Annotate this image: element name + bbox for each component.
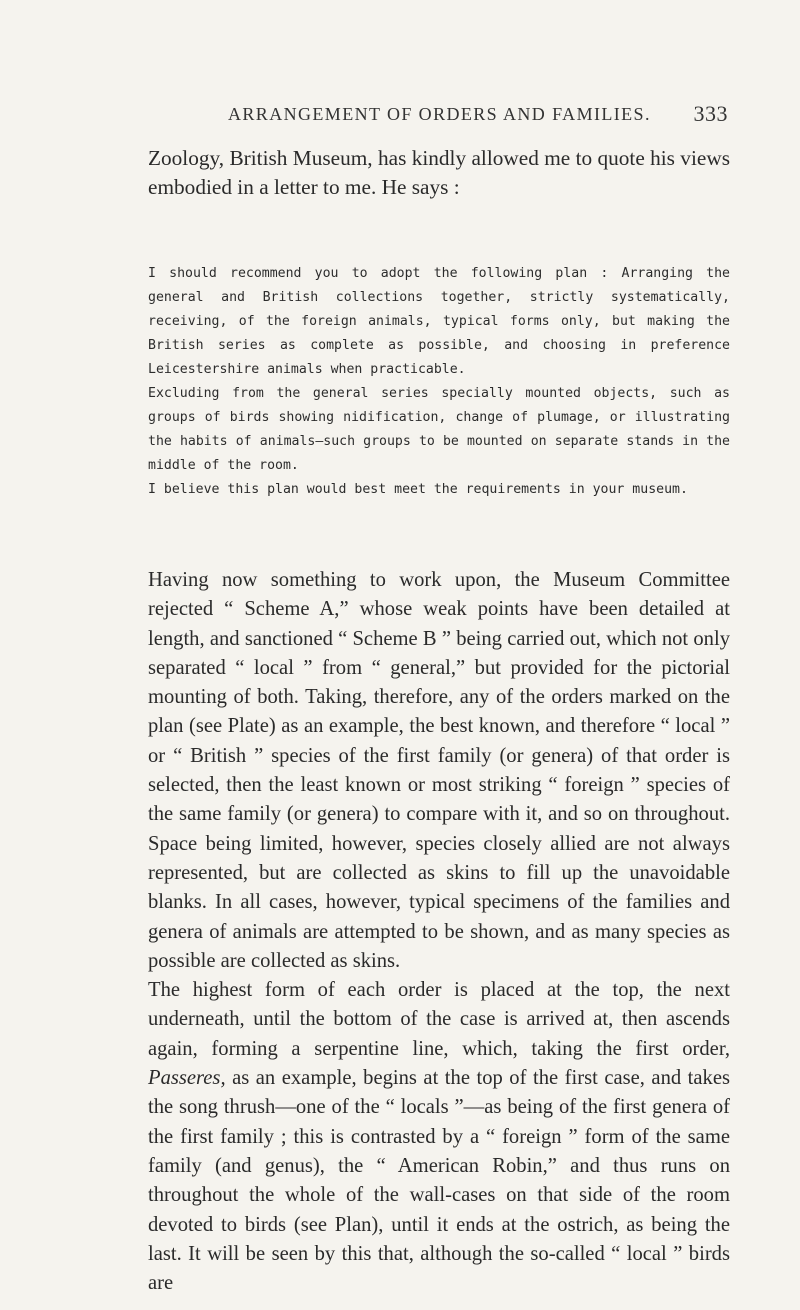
body-paragraph: Having now something to work upon, the Museum Committee rejected “ Scheme A,” whose weak points have been detailed at length, and sanctioned “ Scheme B ” being carried out, which not only separated “ local ” from “ general,” but provided for the pictorial mounting of both. Taking, therefore, any of the orders marked on the plan (see Plate) as an example, the best known, and therefore “ local ” or “ British ” species of the first family (or genera) of that order is selected, then the least known or most striking “ foreign ” species of the same family (or genera) to compare with it, and so on throughout. Space being limited, however, species closely allied are not always represented, but are collected as skins to fill up the unavoidable blanks. In all cases, however, typical specimens of the families and genera of animals are attempted to be shown, and as many species as possible are collected as skins. — [148, 569, 730, 972]
body-paragraph — [148, 976, 730, 1298]
italic-taxon: Passeres, — [148, 1067, 226, 1090]
quote-paragraph: I should recommend you to adopt the following plan : Arranging the general and British collections together, strictly systematically, receiving, of the foreign animals, typical forms only, but making the British series as complete as possible, and choosing in preference Leicestershire animals when practicable. — [148, 266, 730, 377]
body-text-run: The highest form of each order is placed at the top, the next underneath, until the bottom of the case is arrived at, then ascends again, forming a serpentine line, which, taking the first order, — [148, 979, 730, 1060]
quote-paragraph: I believe this plan would best meet the requirements in your museum. — [148, 482, 688, 497]
quote-paragraph: Excluding from the general series specially mounted objects, such as groups of birds showing nidification, change of plumage, or illustrating the habits of animals—such groups to be mounted on separate stands in the middle of the room. — [148, 386, 730, 473]
letter-quotation — [148, 262, 730, 502]
running-head-title: ARRANGEMENT OF ORDERS AND FAMILIES. — [228, 104, 651, 124]
intro-paragraph: Zoology, British Museum, has kindly allowed me to quote his views embodied in a letter to me. He says : — [148, 146, 730, 199]
page-number: 333 — [693, 101, 728, 126]
body-text-run: as an example, begins at the top of the first case, and takes the song thrush—one of the “ locals ”—as being of the first genera of the first family ; this is contrasted by a “ foreign ” form of the same family (and genus), the “ American Robin,” and thus runs on throughout the whole of the wall-cases on that side of the room devoted to birds (see Plan), until it ends at the ostrich, as being the last. It will be seen by this that, although the so-called “ local ” birds are — [148, 1067, 730, 1295]
body-text — [148, 566, 730, 1298]
running-head — [148, 101, 728, 130]
